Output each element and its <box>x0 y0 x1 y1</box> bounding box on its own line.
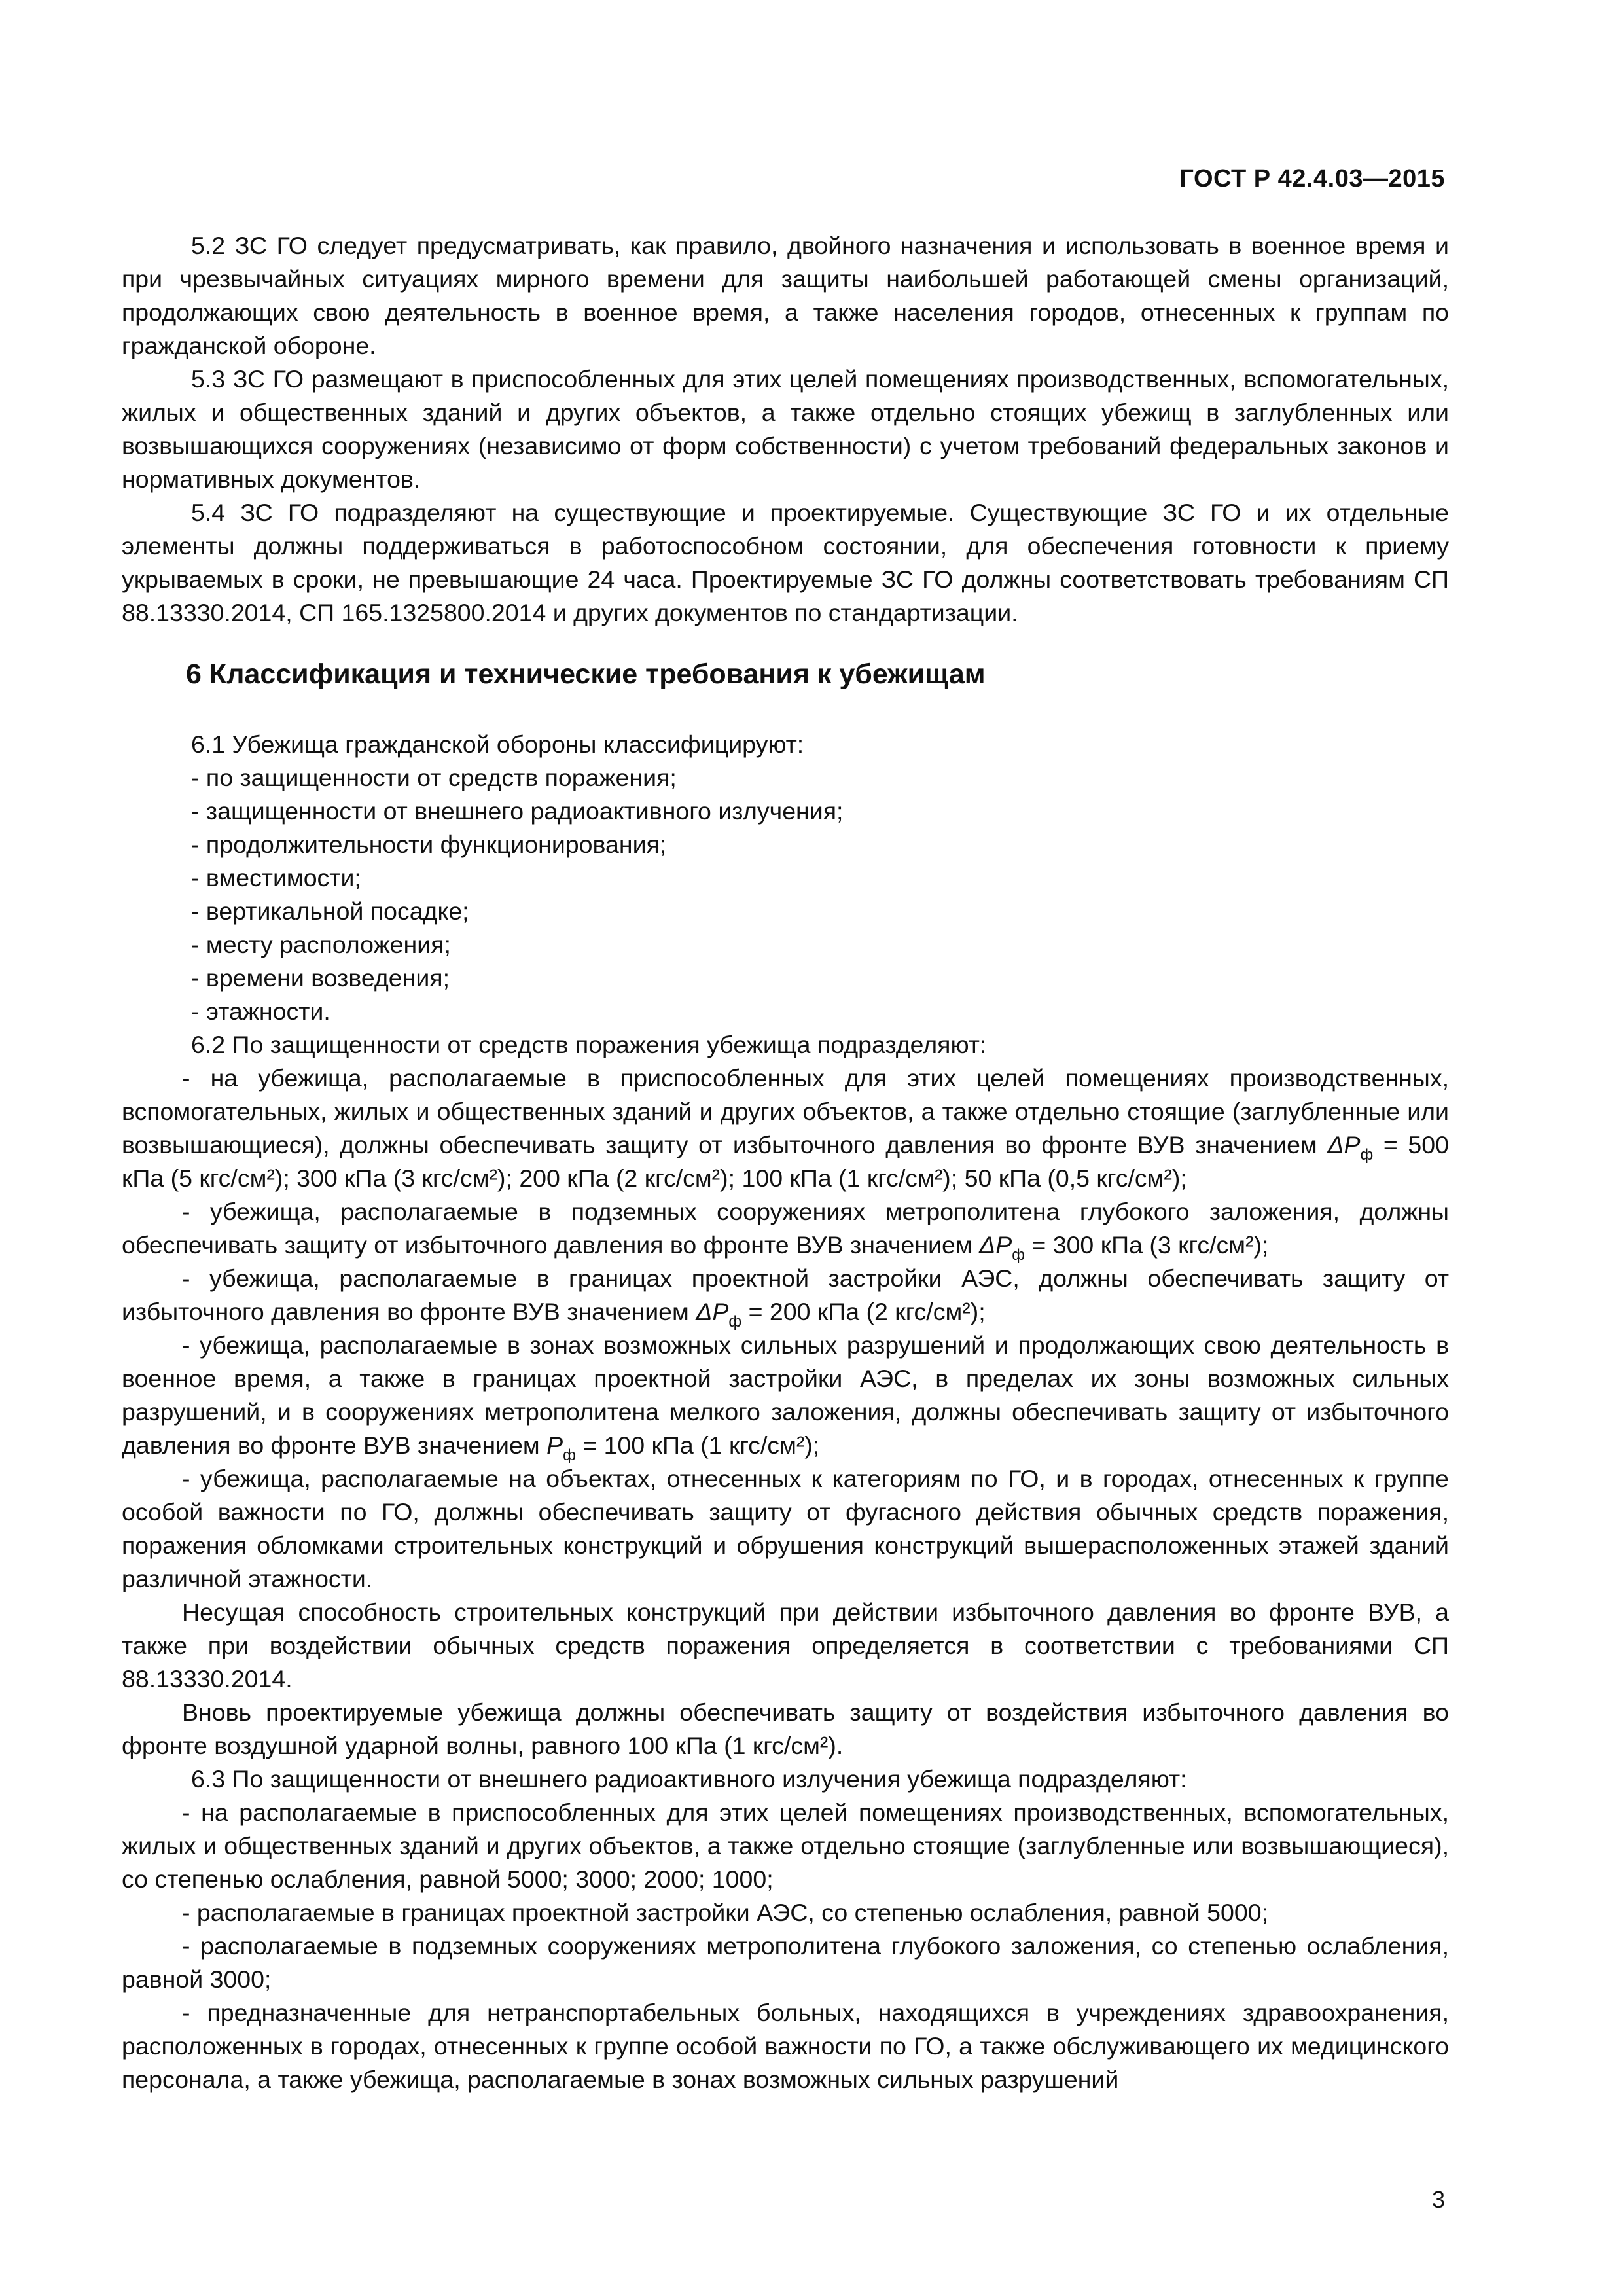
f-subscript: ф <box>1360 1146 1374 1164</box>
list-item: - месту расположения; <box>191 931 451 958</box>
pressure-values: = 500 кПа (5 кгс/см²); 300 кПа (3 кгс/см²); 200 кПа (2 кгс/см²); 100 кПа (1 кгс/см²); 50 кПа (0,5 кгс/см²); <box>122 1131 1449 1192</box>
paragraph-6-3: 6.3 По защищенности от внешнего радиоактивного излучения убежища подразделяют: <box>191 1765 1187 1793</box>
page-number: 3 <box>1431 2186 1445 2213</box>
text: - убежища, располагаемые в границах проектной застройки АЭС, должны обеспечивать защиту от избыточного давления во фронте ВУВ значением <box>122 1265 1449 1325</box>
delta-symbol: Δ <box>696 1298 713 1325</box>
paragraph-6-3-d: - предназначенные для нетранспортабельных больных, находящихся в учреждениях здравоохранения, расположенных в городах, отнесенных к группе особой важности по ГО, а также обслуживающего их медицинского персонала, а также убежища, располагаемые в зонах возможных сильных разрушений <box>122 1999 1449 2093</box>
list-item: - по защищенности от средств поражения; <box>191 764 677 791</box>
text: - на убежища, располагаемые в приспособленных для этих целей помещениях производственных, вспомогательных, жилых и общественных зданий и других объектов, а также отдельно стоящие (заглубленные или возвышающиеся), должны обеспечивать защиту от избыточного давления во фронте ВУВ значением <box>122 1064 1449 1158</box>
delta-symbol: Δ <box>1327 1131 1344 1158</box>
paragraph-6-2-g: Вновь проектируемые убежища должны обеспечивать защиту от воздействия избыточного давления во фронте воздушной ударной волны, равного 100 кПа (1 кгс/см²). <box>122 1698 1449 1759</box>
paragraph-6-2-e: - убежища, располагаемые на объектах, отнесенных к категориям по ГО, и в городах, отнесенных к группе особой важности по ГО, должны обеспечивать защиту от фугасного действия обычных средств поражения, поражения обломками строительных конструкций и обрушения конструкций вышерасположенных этажей зданий различной этажности. <box>122 1465 1449 1592</box>
document-body <box>122 229 1449 2096</box>
paragraph-6-3-c: - располагаемые в подземных сооружениях метрополитена глубокого заложения, со степенью ослабления, равной 3000; <box>122 1932 1449 1993</box>
list-item: - защищенности от внешнего радиоактивного излучения; <box>191 797 844 825</box>
paragraph-6-2-a <box>122 1062 1449 1195</box>
paragraph-6-3-b: - располагаемые в границах проектной застройки АЭС, со степенью ослабления, равной 5000; <box>182 1899 1269 1926</box>
paragraph-6-2: 6.2 По защищенности от средств поражения убежища подразделяют: <box>191 1031 987 1058</box>
pressure-values: = 300 кПа (3 кгс/см²); <box>1031 1231 1269 1259</box>
paragraph-5-4: 5.4 ЗС ГО подразделяют на существующие и проектируемые. Существующие ЗС ГО и их отдельные элементы должны поддерживаться в работоспособном состоянии, для обеспечения готовности к приему укрываемых в сроки, не превышающие 24 часа. Проектируемые ЗС ГО должны соответствовать требованиям СП 88.13330.2014, СП 165.1325800.2014 и других документов по стандартизации. <box>122 499 1449 626</box>
p-symbol: P <box>995 1231 1012 1259</box>
list-item: - продолжительности функционирования; <box>191 831 667 858</box>
list-item: - вертикальной посадке; <box>191 897 469 925</box>
paragraph-6-3-a: - на располагаемые в приспособленных для этих целей помещениях производственных, вспомогательных, жилых и общественных зданий и других объектов, а также отдельно стоящие (заглубленные или возвышающиеся), со степенью ослабления, равной 5000; 3000; 2000; 1000; <box>122 1799 1449 1893</box>
pressure-values: = 200 кПа (2 кгс/см²); <box>748 1298 986 1325</box>
f-subscript: ф <box>1012 1246 1025 1264</box>
text: - убежища, располагаемые в зонах возможных сильных разрушений и продолжающих свою деятельность в военное время, а также в границах проектной застройки АЭС, в пределах их зоны возможных сильных разрушений, и в сооружениях метрополитена мелкого заложения, должны обеспечивать защиту от избыточного давления во фронте ВУВ значением <box>122 1331 1449 1459</box>
delta-symbol: Δ <box>979 1231 996 1259</box>
paragraph-6-2-f: Несущая способность строительных конструкций при действии избыточного давления во фронте ВУВ, а также при воздействии обычных средств поражения определяется в соответствии с требованиями СП 88.13330.2014. <box>122 1598 1449 1693</box>
list-item: - вместимости; <box>191 864 361 891</box>
paragraph-5-2: 5.2 ЗС ГО следует предусматривать, как правило, двойного назначения и использовать в военное время и при чрезвычайных ситуациях мирного времени для защиты наибольшей работающей смены организаций, продолжающих свою деятельность в военное время, а также населения городов, отнесенных к группам по гражданской обороне. <box>122 232 1449 359</box>
list-item: - времени возведения; <box>191 964 450 992</box>
paragraph-5-3: 5.3 ЗС ГО размещают в приспособленных для этих целей помещениях производственных, вспомогательных, жилых и общественных зданий и других объектов, а также отдельно стоящих убежищ в заглубленных или возвышающихся сооружениях (независимо от форм собственности) с учетом требований федеральных законов и нормативных документов. <box>122 365 1449 493</box>
paragraph-6-2-c <box>122 1262 1449 1329</box>
f-subscript: ф <box>728 1313 742 1331</box>
p-symbol: P <box>546 1431 563 1459</box>
paragraph-6-2-b <box>122 1195 1449 1262</box>
section-6-title: 6 Классификация и технические требования к убежищам <box>186 658 986 690</box>
f-subscript: ф <box>563 1446 576 1464</box>
p-symbol: P <box>712 1298 729 1325</box>
p-symbol: P <box>1344 1131 1361 1158</box>
list-item: - этажности. <box>191 997 330 1025</box>
text: - убежища, располагаемые в подземных сооружениях метрополитена глубокого заложения, должны обеспечивать защиту от избыточного давления во фронте ВУВ значением <box>122 1198 1449 1259</box>
paragraph-6-2-d <box>122 1329 1449 1462</box>
paragraph-6-1: 6.1 Убежища гражданской обороны классифицируют: <box>191 730 804 758</box>
pressure-values: = 100 кПа (1 кгс/см²); <box>582 1431 820 1459</box>
document-code: ГОСТ Р 42.4.03—2015 <box>1179 165 1445 192</box>
